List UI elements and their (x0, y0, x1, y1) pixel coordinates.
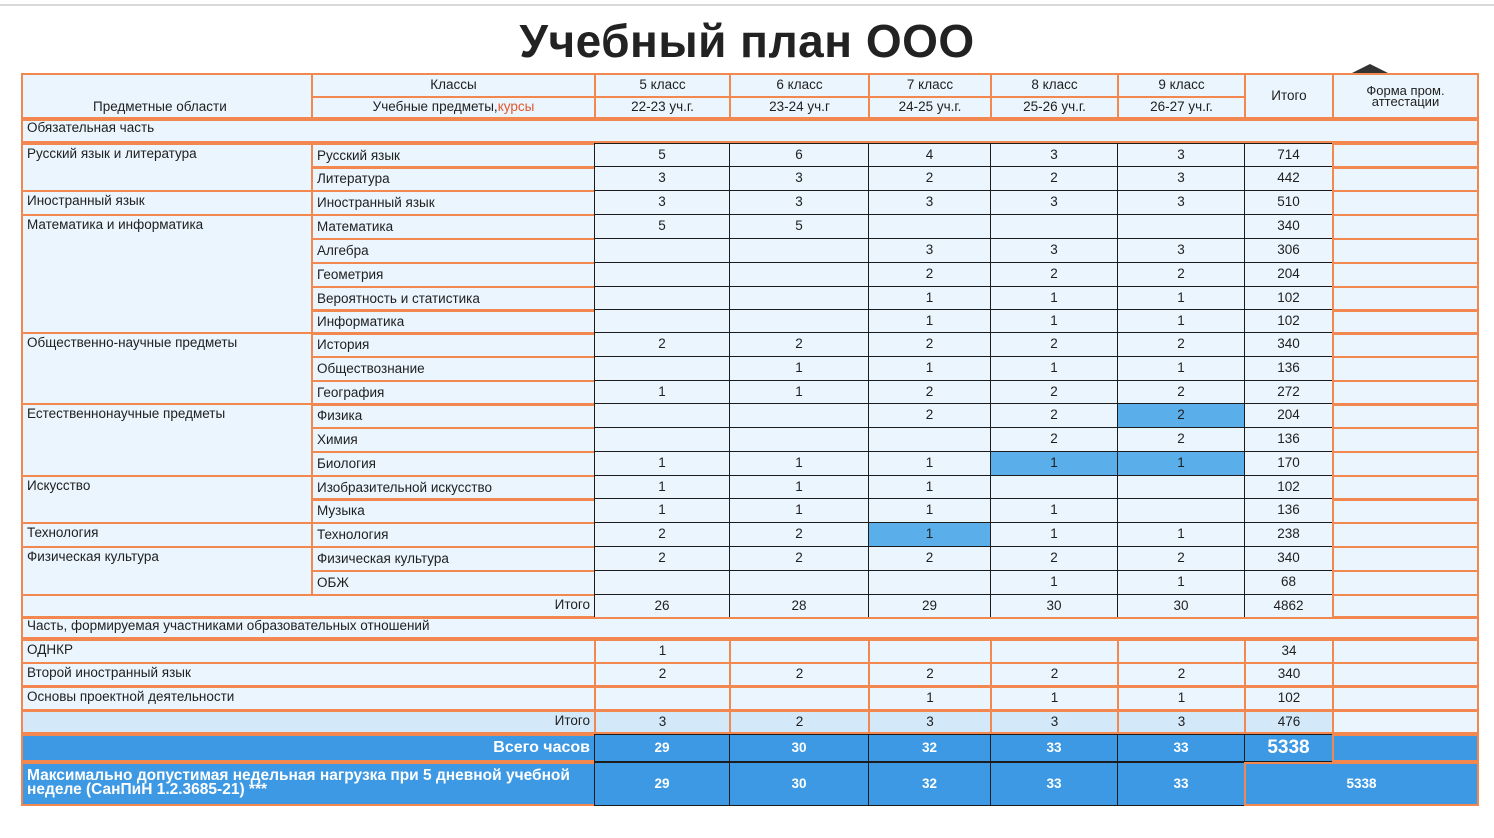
hours-cell (1117, 498, 1245, 523)
hours-cell: 1 (868, 686, 992, 711)
hours-cell: 1 (990, 570, 1118, 595)
hours-cell (729, 403, 869, 428)
hours-cell (1117, 214, 1245, 239)
area-cell: Искусство (21, 475, 313, 524)
hours-cell: 2 (990, 262, 1118, 287)
hours-cell (729, 686, 870, 711)
attestation-cell (1332, 686, 1479, 711)
hours-cell (594, 570, 730, 595)
header-class-5: 5 класс (594, 73, 731, 98)
row-total-cell: 204 (1244, 262, 1333, 287)
hours-cell: 5 (729, 214, 869, 239)
hours-cell: 2 (1117, 546, 1245, 571)
header-areas-label: Предметные области (93, 99, 227, 115)
attestation-cell (1332, 639, 1479, 664)
hours-cell: 2 (1117, 262, 1245, 287)
mandatory-total-cell: 29 (868, 594, 991, 618)
hours-cell: 1 (729, 498, 869, 523)
subject-cell: География (311, 380, 596, 406)
attestation-cell (1332, 522, 1479, 548)
row-total-cell: 272 (1244, 380, 1333, 405)
subject-cell: Алгебра (311, 238, 596, 264)
attestation-cell (1332, 498, 1479, 524)
header-total: Итого (1244, 73, 1334, 119)
subject-cell: Физическая культура (311, 546, 596, 572)
hours-cell (729, 262, 869, 287)
row-total-cell: 102 (1244, 309, 1333, 334)
header-class-9: 9 класс (1117, 73, 1246, 98)
hours-cell: 1 (1117, 522, 1245, 547)
hours-cell: 1 (594, 380, 730, 405)
row-total-cell: 102 (1244, 686, 1334, 711)
attestation-cell (1332, 662, 1479, 687)
hours-cell: 2 (729, 662, 870, 687)
hours-cell: 2 (868, 403, 991, 428)
hours-cell (729, 639, 870, 664)
area-cell: Русский язык и литература (21, 143, 313, 192)
hours-cell (990, 214, 1118, 239)
hours-cell: 3 (1117, 190, 1245, 215)
row-total-cell: 68 (1244, 570, 1333, 595)
hours-cell: 4 (868, 143, 991, 168)
hours-cell: 1 (729, 380, 869, 405)
hours-cell: 3 (868, 190, 991, 215)
hours-cell: 1 (990, 451, 1118, 476)
header-attestation: Форма пром. аттестации (1332, 73, 1479, 119)
hours-cell: 1 (594, 498, 730, 523)
attestation-cell (1332, 403, 1479, 429)
hours-cell: 3 (1117, 143, 1245, 168)
subject-cell: Геометрия (311, 262, 596, 288)
section-mandatory: Обязательная часть (21, 119, 1479, 143)
hours-cell: 1 (990, 309, 1118, 334)
row-total-cell: 714 (1244, 143, 1333, 168)
subject-cell: Музыка (311, 498, 596, 524)
hours-cell: 3 (1117, 238, 1245, 263)
row-total-cell: 340 (1244, 332, 1333, 357)
hours-cell: 2 (990, 166, 1118, 191)
header-year-9: 26-27 уч.г. (1117, 96, 1246, 119)
hours-cell: 2 (1117, 332, 1245, 357)
row-total-cell: 306 (1244, 238, 1333, 263)
max-load-cell: 33 (1117, 762, 1245, 806)
max-load-cell: 32 (868, 762, 991, 806)
grand-total-cell: 33 (990, 734, 1118, 762)
hours-cell (990, 475, 1118, 500)
hours-cell (594, 403, 730, 428)
area-cell: Общественно-научные предметы (21, 332, 313, 405)
hours-cell (868, 214, 991, 239)
hours-cell: 1 (868, 356, 991, 381)
hours-cell: 2 (868, 166, 991, 191)
hours-cell: 1 (990, 498, 1118, 523)
row-total-cell: 442 (1244, 166, 1333, 191)
subject-cell: Вероятность и статистика (311, 286, 596, 312)
hours-cell: 2 (990, 380, 1118, 405)
area-cell: Иностранный язык (21, 190, 313, 216)
hours-cell (594, 238, 730, 263)
optional-total-cell: 3 (990, 710, 1119, 734)
max-load-cell: 30 (729, 762, 869, 806)
attestation-cell (1332, 710, 1479, 734)
row-total-cell: 136 (1244, 356, 1333, 381)
hours-cell: 1 (1117, 286, 1245, 311)
hours-cell (1117, 475, 1245, 500)
hours-cell: 1 (868, 286, 991, 311)
grand-total-sum: 5338 (1244, 734, 1333, 762)
hours-cell: 2 (729, 332, 869, 357)
max-load-label: Максимально допустимая недельная нагрузка при 5 дневной учебной неделе (СанПиН 1.2.3685-21) *** (21, 762, 596, 806)
hours-cell: 3 (729, 166, 869, 191)
row-total-cell: 102 (1244, 286, 1333, 311)
hours-cell: 1 (868, 498, 991, 523)
area-cell: Технология (21, 522, 313, 548)
hours-cell: 2 (1117, 662, 1246, 687)
row-total-cell: 238 (1244, 522, 1333, 547)
mandatory-total-cell: 30 (990, 594, 1118, 618)
max-load-cell: 29 (594, 762, 730, 806)
scroll-up-arrow-icon[interactable] (1352, 64, 1388, 73)
hours-cell: 1 (990, 356, 1118, 381)
hours-cell: 3 (1117, 166, 1245, 191)
hours-cell: 2 (729, 546, 869, 571)
hours-cell (594, 356, 730, 381)
row-total-cell: 340 (1244, 214, 1333, 239)
header-class-8: 8 класс (990, 73, 1119, 98)
header-classes-label: Классы (311, 73, 596, 98)
optional-total-cell: 3 (1117, 710, 1246, 734)
grand-total-cell: 32 (868, 734, 991, 762)
attestation-cell (1332, 451, 1479, 477)
hours-cell: 2 (990, 403, 1118, 428)
top-divider (0, 4, 1494, 6)
mandatory-total-label: Итого (21, 594, 596, 618)
header-class-7: 7 класс (868, 73, 992, 98)
hours-cell: 3 (990, 143, 1118, 168)
mandatory-total-sum: 4862 (1244, 594, 1333, 618)
header-subjects (311, 96, 596, 119)
row-total-cell: 170 (1244, 451, 1333, 476)
grand-total-label: Всего часов (21, 734, 596, 762)
subject-cell: ОБЖ (311, 570, 596, 596)
hours-cell: 3 (729, 190, 869, 215)
hours-cell: 3 (990, 190, 1118, 215)
grand-total-cell: 30 (729, 734, 869, 762)
hours-cell: 1 (1117, 356, 1245, 381)
row-total-cell: 340 (1244, 662, 1334, 687)
hours-cell: 2 (868, 332, 991, 357)
max-load-cell: 33 (990, 762, 1118, 806)
header-class-6: 6 класс (729, 73, 870, 98)
hours-cell: 2 (1117, 403, 1245, 428)
attestation-cell (1332, 427, 1479, 453)
hours-cell: 2 (1117, 427, 1245, 452)
hours-cell (594, 427, 730, 452)
hours-cell: 2 (594, 522, 730, 547)
subject-cell: Химия (311, 427, 596, 453)
hours-cell: 1 (990, 686, 1119, 711)
subject-cell: Информатика (311, 309, 596, 335)
area-cell: Математика и информатика (21, 214, 313, 334)
area-cell: Физическая культура (21, 546, 313, 596)
optional-total-label: Итого (21, 710, 596, 734)
hours-cell: 1 (729, 475, 869, 500)
hours-cell: 3 (594, 190, 730, 215)
attestation-cell (1332, 570, 1479, 596)
hours-cell: 1 (729, 451, 869, 476)
attestation-cell (1332, 332, 1479, 358)
optional-subject-cell: ОДНКР (21, 639, 596, 664)
mandatory-total-cell: 30 (1117, 594, 1245, 618)
hours-cell (868, 570, 991, 595)
optional-total-sum: 476 (1244, 710, 1334, 734)
hours-cell: 2 (594, 332, 730, 357)
attestation-cell (1332, 546, 1479, 572)
hours-cell (990, 639, 1119, 664)
subject-cell: Биология (311, 451, 596, 477)
hours-cell: 2 (729, 522, 869, 547)
hours-cell (594, 309, 730, 334)
hours-cell: 1 (1117, 309, 1245, 334)
subject-cell: Русский язык (311, 143, 596, 169)
subject-cell: Технология (311, 522, 596, 548)
hours-cell (729, 427, 869, 452)
hours-cell (868, 639, 992, 664)
hours-cell: 2 (868, 662, 992, 687)
hours-cell: 3 (868, 238, 991, 263)
attestation-cell (1332, 190, 1479, 216)
hours-cell: 2 (990, 546, 1118, 571)
hours-cell: 2 (990, 332, 1118, 357)
row-total-cell: 510 (1244, 190, 1333, 215)
hours-cell: 1 (868, 522, 991, 547)
hours-cell (594, 286, 730, 311)
hours-cell: 2 (594, 546, 730, 571)
hours-cell: 2 (990, 662, 1119, 687)
subject-cell: История (311, 332, 596, 358)
hours-cell: 2 (594, 662, 731, 687)
hours-cell: 5 (594, 214, 730, 239)
hours-cell (594, 686, 731, 711)
hours-cell (729, 286, 869, 311)
attestation-cell (1332, 238, 1479, 264)
page-title: Учебный план ООО (519, 15, 975, 67)
hours-cell (868, 427, 991, 452)
hours-cell: 5 (594, 143, 730, 168)
hours-cell: 2 (868, 546, 991, 571)
header-year-8: 25-26 уч.г. (990, 96, 1119, 119)
hours-cell: 1 (868, 309, 991, 334)
attestation-cell (1332, 262, 1479, 288)
optional-total-cell: 3 (868, 710, 992, 734)
row-total-cell: 34 (1244, 639, 1334, 664)
hours-cell: 2 (990, 427, 1118, 452)
header-year-7: 24-25 уч.г. (868, 96, 992, 119)
hours-cell (729, 570, 869, 595)
hours-cell: 1 (1117, 686, 1246, 711)
header-areas (21, 73, 313, 119)
hours-cell (729, 309, 869, 334)
optional-subject-cell: Основы проектной деятельности (21, 686, 596, 711)
hours-cell: 1 (1117, 451, 1245, 476)
header-courses-label: курсы (497, 99, 535, 115)
hours-cell (729, 238, 869, 263)
hours-cell: 3 (990, 238, 1118, 263)
hours-cell: 1 (990, 522, 1118, 547)
attestation-cell (1332, 734, 1479, 762)
hours-cell: 2 (1117, 380, 1245, 405)
attestation-cell (1332, 166, 1479, 192)
hours-cell: 1 (868, 475, 991, 500)
max-load-total: 5338 (1244, 762, 1479, 806)
hours-cell: 2 (868, 380, 991, 405)
mandatory-total-cell: 28 (729, 594, 869, 618)
subject-cell: Литература (311, 166, 596, 192)
hours-cell: 1 (594, 475, 730, 500)
hours-cell (594, 262, 730, 287)
hours-cell: 1 (868, 451, 991, 476)
attestation-cell (1332, 594, 1479, 618)
attestation-cell (1332, 356, 1479, 382)
hours-cell: 2 (868, 262, 991, 287)
subject-cell: Математика (311, 214, 596, 240)
hours-cell: 6 (729, 143, 869, 168)
optional-total-cell: 3 (594, 710, 731, 734)
row-total-cell: 136 (1244, 498, 1333, 523)
mandatory-total-cell: 26 (594, 594, 730, 618)
area-cell: Естественнонаучные предметы (21, 403, 313, 477)
hours-cell (1117, 639, 1246, 664)
row-total-cell: 102 (1244, 475, 1333, 500)
hours-cell: 1 (990, 286, 1118, 311)
hours-cell: 1 (594, 451, 730, 476)
row-total-cell: 340 (1244, 546, 1333, 571)
header-subjects-label: Учебные предметы, (372, 99, 498, 115)
optional-total-cell: 2 (729, 710, 870, 734)
optional-subject-cell: Второй иностранный язык (21, 662, 596, 687)
hours-cell: 1 (729, 356, 869, 381)
subject-cell: Физика (311, 403, 596, 429)
header-year-6: 23-24 уч.г (729, 96, 870, 119)
hours-cell: 1 (1117, 570, 1245, 595)
attestation-cell (1332, 214, 1479, 240)
subject-cell: Иностранный язык (311, 190, 596, 216)
row-total-cell: 136 (1244, 427, 1333, 452)
hours-cell: 3 (594, 166, 730, 191)
section-optional: Часть, формируемая участниками образовательных отношений (21, 617, 1479, 639)
subject-cell: Изобразительной искусство (311, 475, 596, 501)
subject-cell: Обществознание (311, 356, 596, 382)
hours-cell: 1 (594, 639, 731, 664)
grand-total-cell: 29 (594, 734, 730, 762)
header-year-5: 22-23 уч.г. (594, 96, 731, 119)
row-total-cell: 204 (1244, 403, 1333, 428)
grand-total-cell: 33 (1117, 734, 1245, 762)
